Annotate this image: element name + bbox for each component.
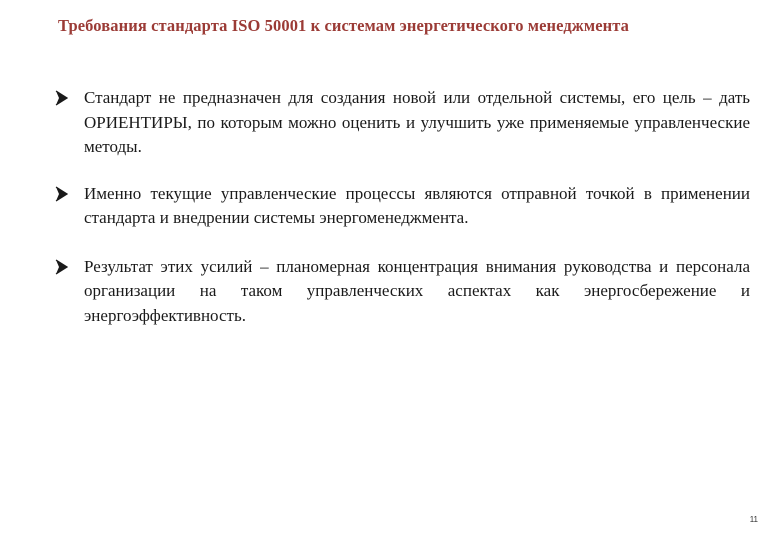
bullet-text: Именно текущие управленческие процессы являются отправной точкой в применении стандарта и внедрении системы энергоменеджмента.: [84, 183, 750, 227]
bullet-text: Результат этих усилий – планомерная концентрация внимания руководства и персонала организации на таком управленческих аспектах как энергосбережение и энергоэффективность.: [84, 256, 750, 325]
bullet-text: Стандарт не предназначен для создания новой или отдельной системы, его цель – дать ОРИЕНТИРЫ, по которым можно оценить и улучшить уже применяемые управленческие методы.: [84, 88, 750, 156]
bullet-item: [54, 255, 750, 329]
slide-title: Требования стандарта ISO 50001 к системам энергетического менеджмента: [58, 16, 629, 35]
bullet-item: [54, 86, 750, 160]
arrowhead-bullet-icon: [54, 259, 68, 275]
arrowhead-bullet-icon: [54, 186, 68, 202]
bullet-list: [54, 86, 750, 350]
bullet-item: [54, 182, 750, 231]
arrowhead-bullet-icon: [54, 90, 68, 106]
page-number: 11: [749, 515, 758, 524]
